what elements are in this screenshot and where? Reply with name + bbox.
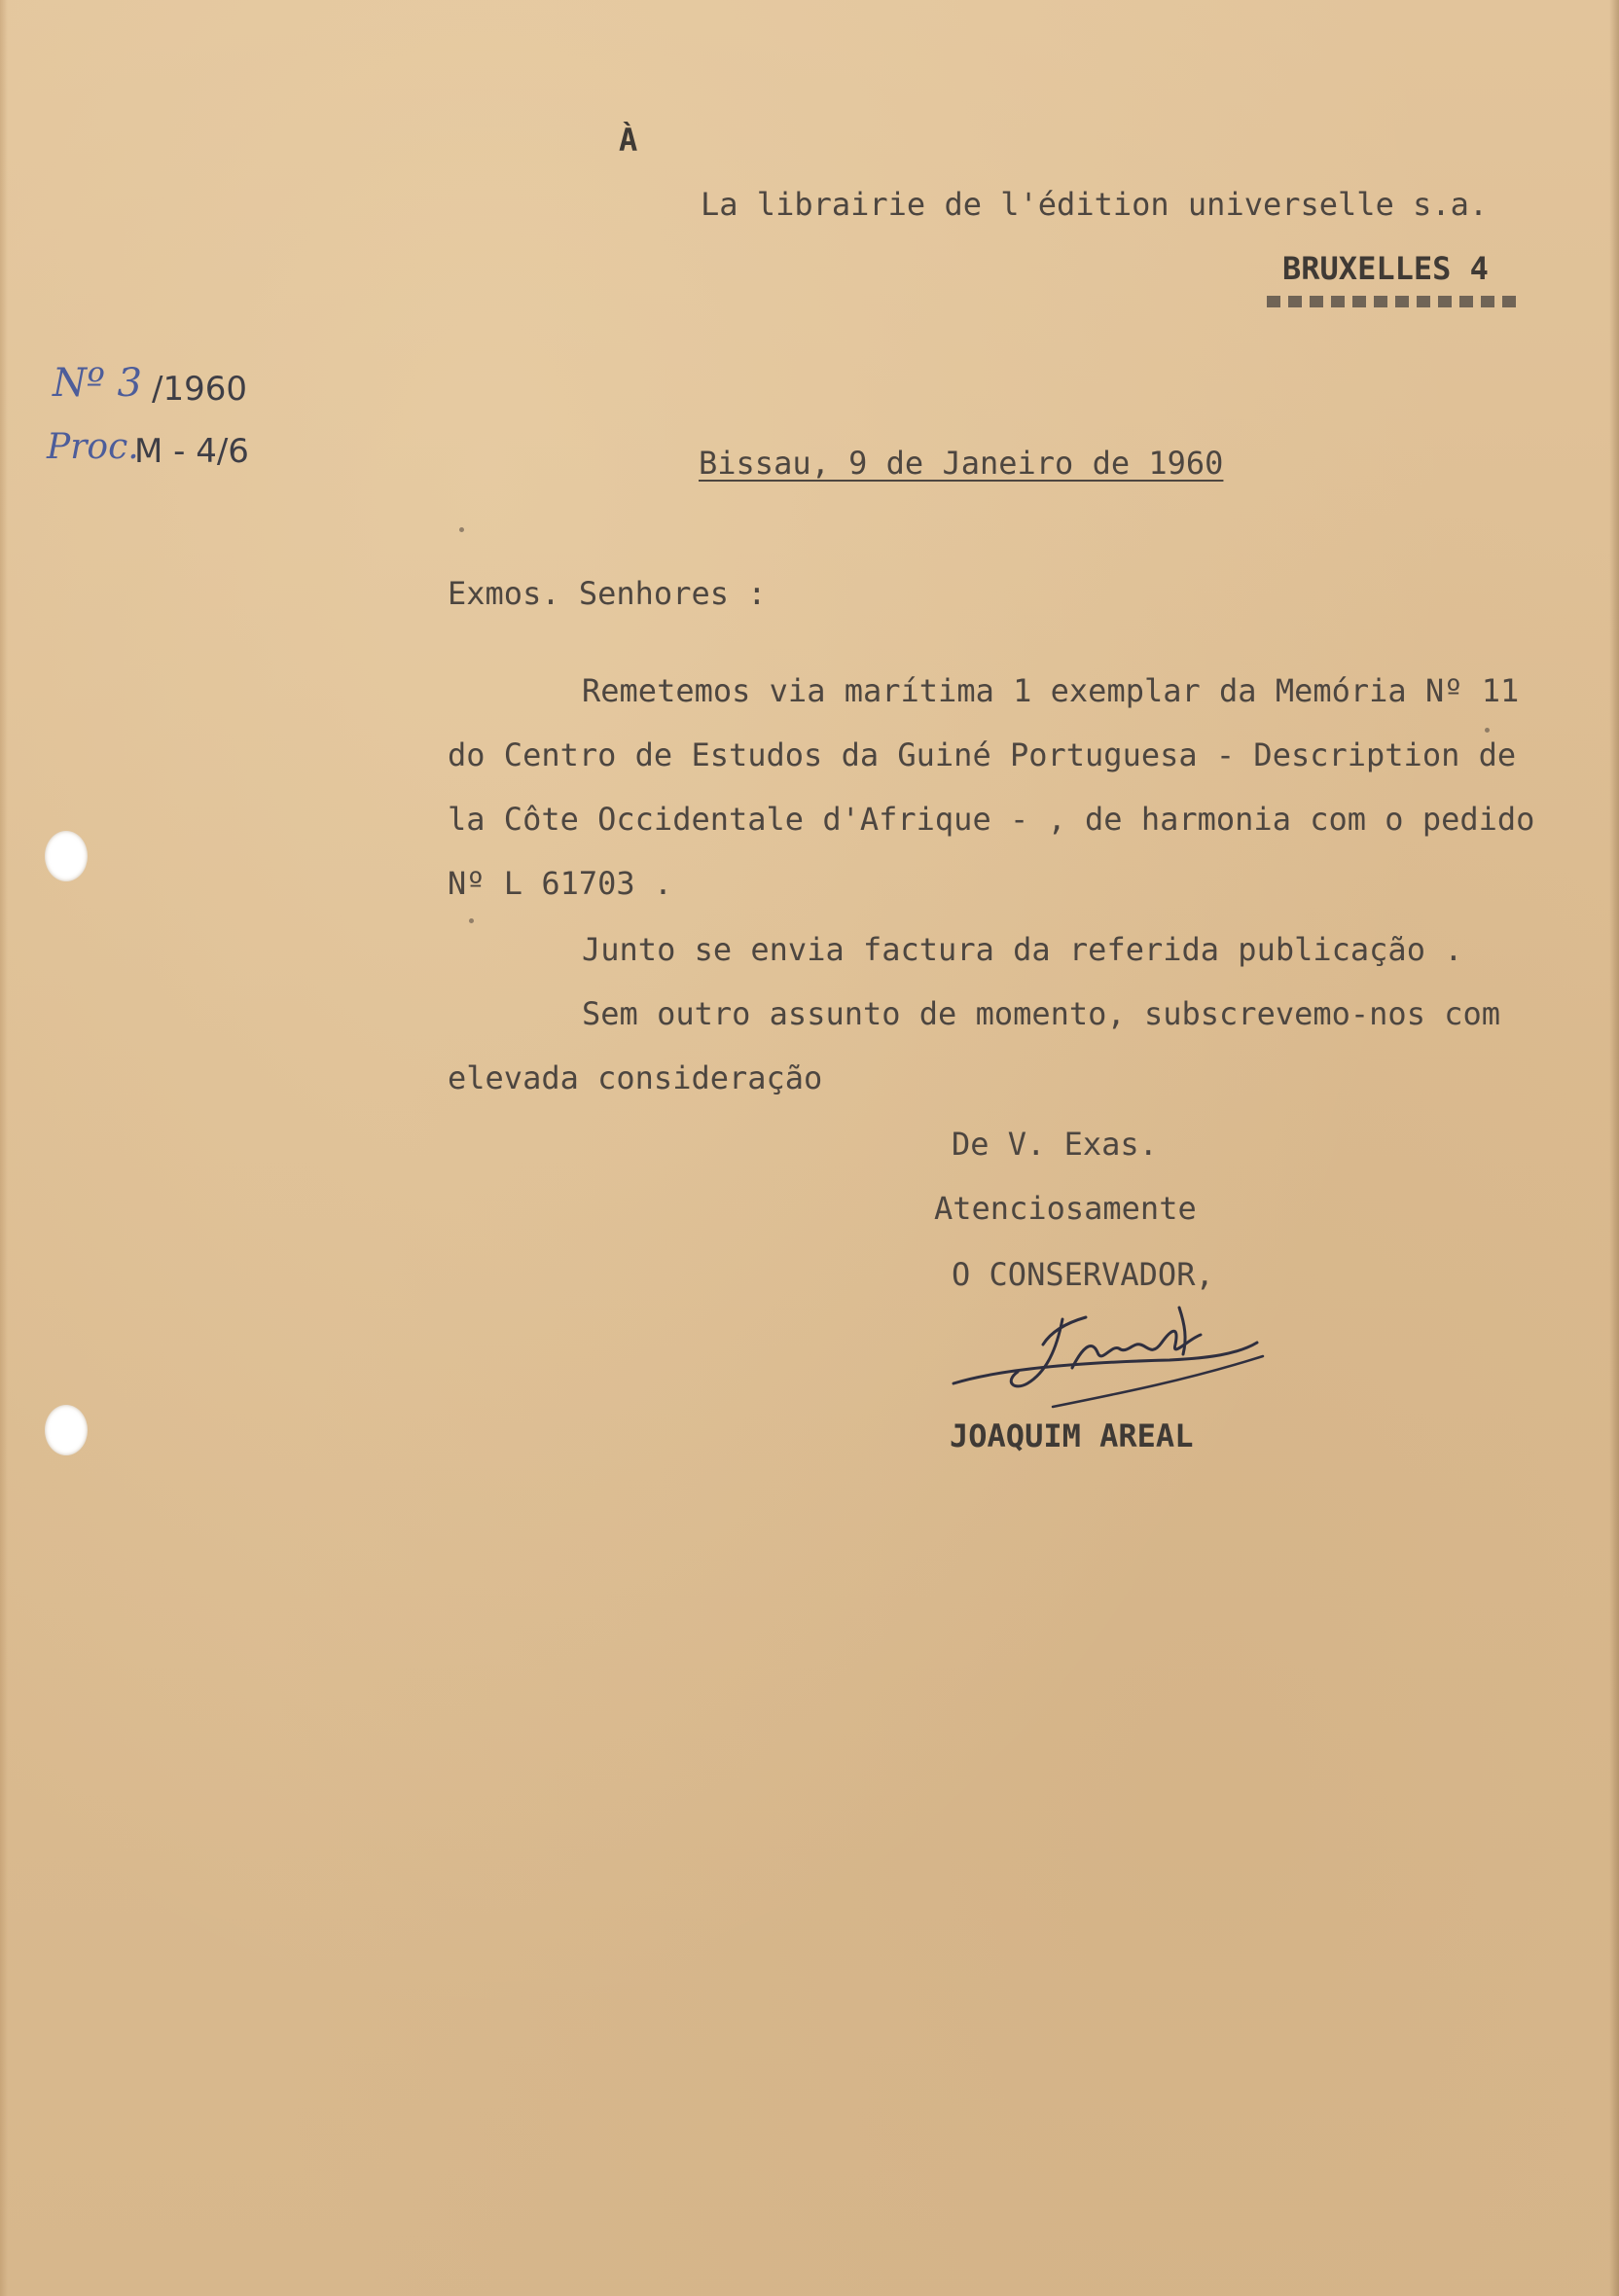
punch-hole-upper (45, 831, 88, 881)
margin-number-handwritten: Nº 3 (53, 361, 142, 406)
margin-number-year: /1960 (152, 370, 247, 409)
recipient-name: La librairie de l'édition universelle s.a. (701, 186, 1489, 223)
paper-edge-shadow (1609, 0, 1619, 2296)
salutation: Exmos. Senhores : (448, 575, 767, 612)
ink-speck (469, 918, 474, 923)
closing-title: O CONSERVADOR, (952, 1256, 1214, 1293)
paper-edge-left (0, 0, 8, 2296)
signatory-name: JOAQUIM AREAL (950, 1417, 1194, 1454)
signature-image (946, 1300, 1277, 1417)
closing-line-1: De V. Exas. (952, 1126, 1158, 1163)
body-line-7: elevada consideração (448, 1059, 823, 1096)
date-line: Bissau, 9 de Janeiro de 1960 (699, 445, 1224, 482)
punch-hole-lower (45, 1405, 88, 1455)
body-line-1: Remetemos via marítima 1 exemplar da Memória Nº 11 (582, 672, 1520, 709)
body-line-2: do Centro de Estudos da Guiné Portuguesa - Description de (448, 736, 1517, 773)
recipient-city: BRUXELLES 4 (1282, 250, 1489, 287)
ink-speck (459, 527, 464, 532)
margin-proc-reference: M - 4/6 (134, 432, 249, 471)
body-line-3: la Côte Occidentale d'Afrique - , de harmonia com o pedido (448, 801, 1535, 838)
ink-speck (1485, 728, 1490, 733)
closing-line-2: Atenciosamente (934, 1190, 1197, 1227)
margin-proc-handwritten: Proc. (47, 427, 139, 467)
body-line-5: Junto se envia factura da referida publicação . (582, 931, 1463, 968)
body-line-4: Nº L 61703 . (448, 865, 673, 902)
city-underline-dashes (1267, 296, 1520, 307)
recipient-accent: À (619, 122, 638, 159)
body-line-6: Sem outro assunto de momento, subscrevemo-nos com (582, 995, 1501, 1032)
